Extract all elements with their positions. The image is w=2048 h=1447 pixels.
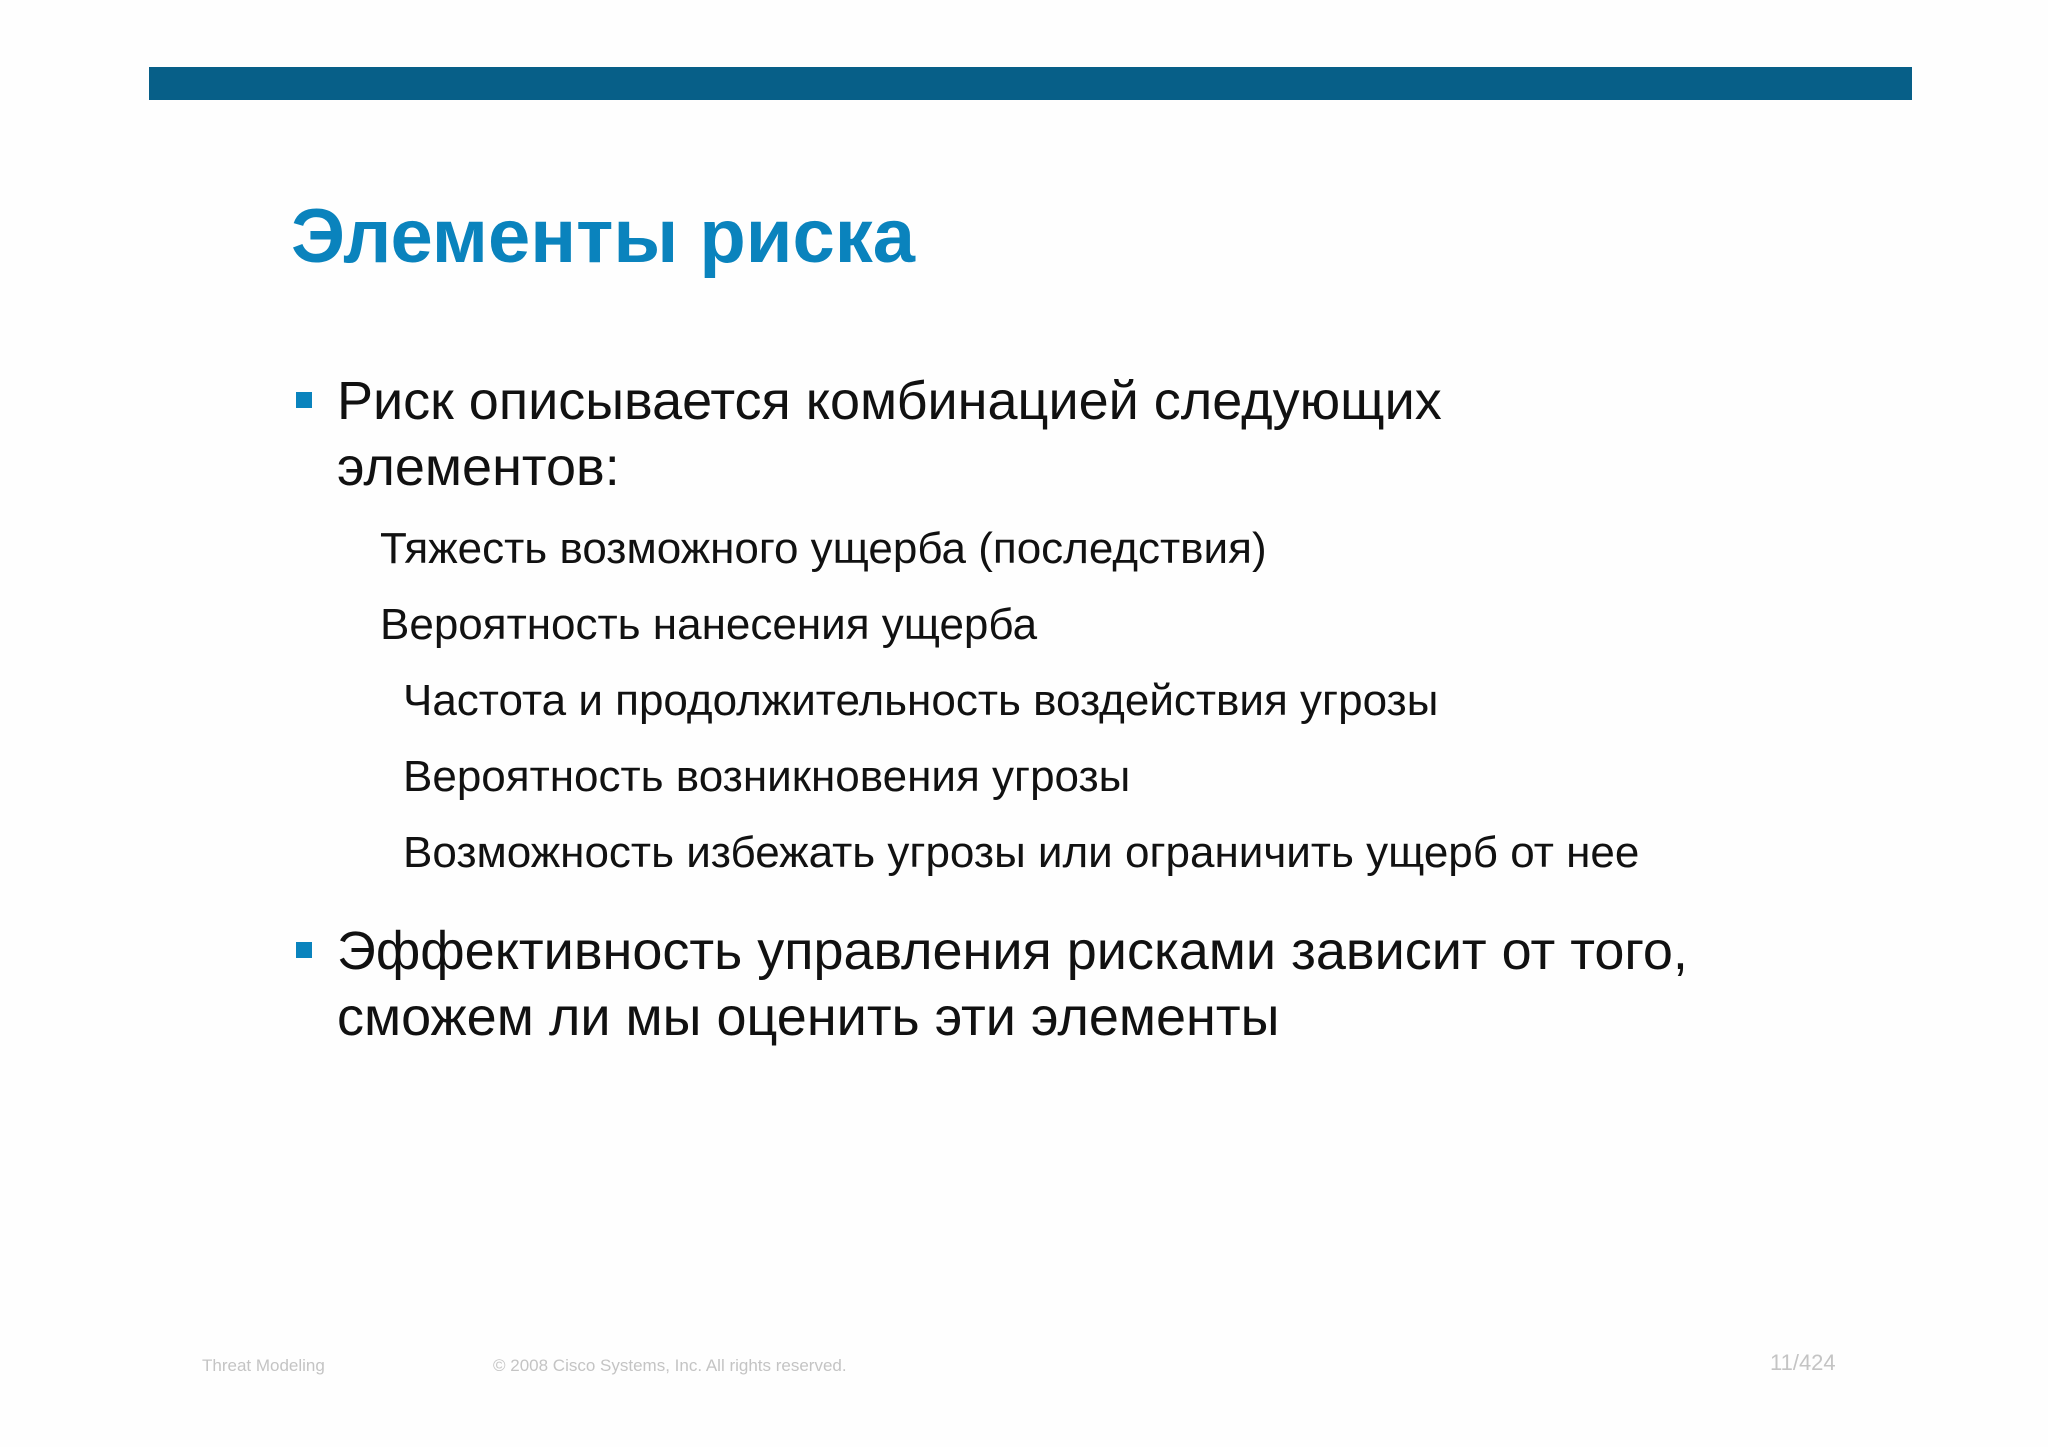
- subitem-probability: Вероятность нанесения ущерба: [380, 600, 1038, 649]
- bullet-1-line-1: Риск описывается комбинацией следующих: [337, 371, 1442, 431]
- slide-title: Элементы риска: [291, 194, 916, 279]
- footer-copyright: © 2008 Cisco Systems, Inc. All rights reserved.: [493, 1356, 847, 1375]
- footer-course-name: Threat Modeling: [202, 1356, 325, 1375]
- bullet-square-icon: [296, 392, 312, 408]
- page-number: 11/424: [1770, 1350, 1836, 1375]
- bullet-2-line-1: Эффективность управления рисками зависит от того,: [337, 921, 1688, 981]
- subitem-severity: Тяжесть возможного ущерба (последствия): [380, 524, 1267, 573]
- subsubitem-occurrence: Вероятность возникновения угрозы: [403, 752, 1131, 801]
- subsubitem-frequency: Частота и продолжительность воздействия угрозы: [403, 676, 1439, 725]
- top-accent-bar: [149, 67, 1912, 100]
- bullet-2-line-2: сможем ли мы оценить эти элементы: [337, 987, 1280, 1047]
- subsubitem-avoidance: Возможность избежать угрозы или ограничить ущерб от нее: [403, 828, 1640, 877]
- bullet-1-line-2: элементов:: [337, 437, 620, 497]
- bullet-square-icon: [296, 942, 312, 958]
